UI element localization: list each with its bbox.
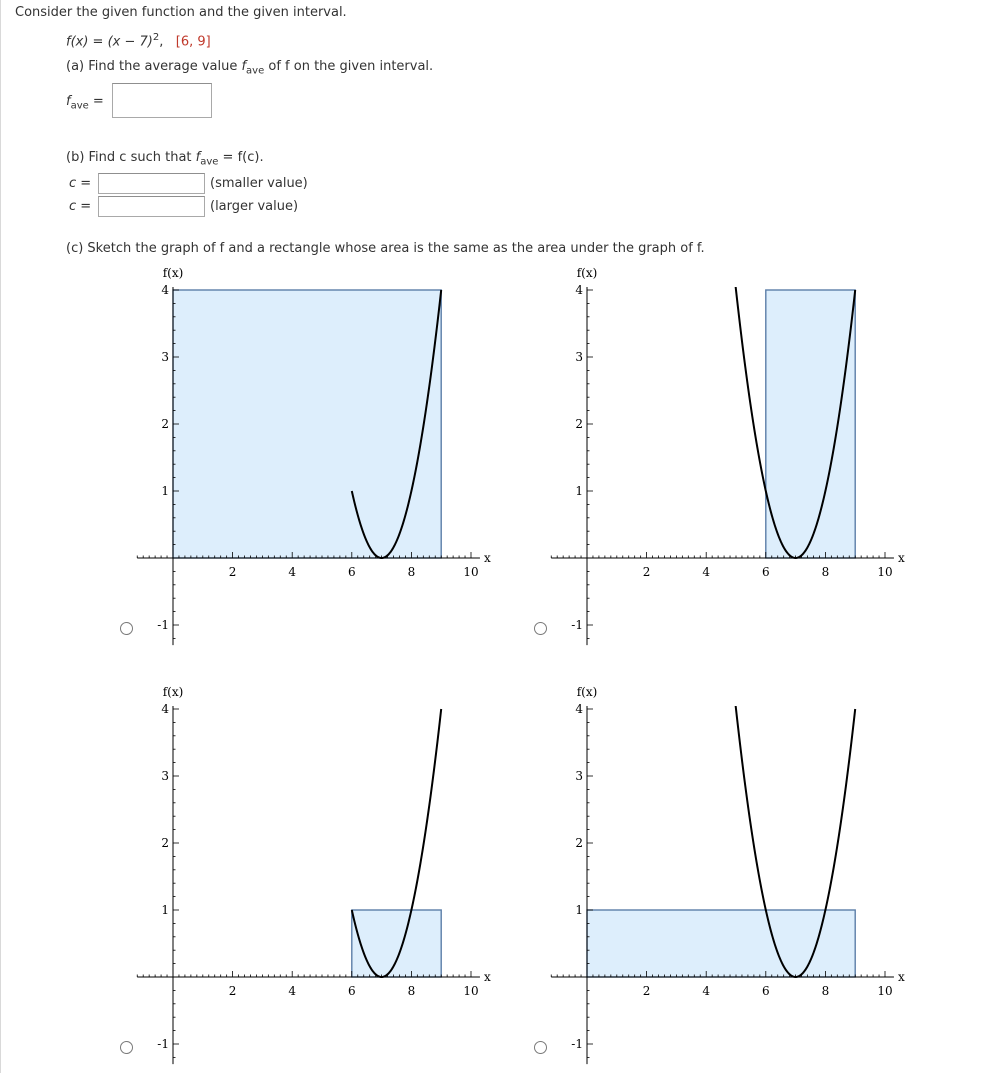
x-tick-label: 2 [642, 565, 651, 579]
y-tick-label: 2 [575, 417, 583, 431]
y-axis-label: f(x) [162, 685, 184, 699]
x-tick-label: 2 [228, 565, 237, 579]
x-tick-label: 10 [463, 984, 479, 998]
x-tick-label: 4 [288, 984, 297, 998]
x-tick-label: 10 [463, 565, 479, 579]
y-tick-label: -1 [571, 618, 583, 632]
x-tick-label: 4 [702, 565, 711, 579]
y-tick-label: -1 [157, 1037, 169, 1051]
x-tick-label: 4 [702, 984, 711, 998]
area-rectangle [352, 910, 441, 977]
y-tick-label: 4 [161, 283, 169, 297]
graph-bottom-left [125, 679, 505, 1064]
function-definition [66, 32, 211, 49]
x-axis-label: x [897, 970, 905, 984]
fave-label-sub: ave [70, 100, 89, 112]
part-b-sub: ave [200, 156, 219, 168]
part-a-f: f [241, 59, 247, 74]
area-rectangle [766, 290, 855, 558]
x-axis-label: x [483, 551, 491, 565]
y-tick-label: 3 [161, 350, 169, 364]
part-a-text-pre: (a) Find the average value [66, 59, 242, 74]
function-interval: [6, 9] [175, 34, 211, 50]
function-separator: , [159, 34, 164, 50]
x-axis-label: x [897, 551, 905, 565]
part-a-text-post: of f on the given interval. [264, 59, 434, 74]
y-axis-label: f(x) [576, 685, 598, 699]
x-tick-label: 6 [761, 984, 770, 998]
question-prompt: Consider the given function and the given interval. [15, 5, 347, 20]
part-b-text-post: = f(c). [218, 150, 264, 165]
c-smaller-label: c = [69, 176, 92, 191]
fave-label-eq: = [92, 94, 104, 109]
x-tick-label: 10 [877, 984, 893, 998]
y-tick-label: 3 [575, 350, 583, 364]
c-larger-label: c = [69, 199, 92, 214]
c-larger-hint: (larger value) [210, 199, 299, 214]
y-tick-label: 4 [575, 283, 583, 297]
graph-top-left [125, 260, 505, 645]
y-axis-label: f(x) [576, 266, 598, 280]
x-tick-label: 8 [821, 565, 830, 579]
x-axis-label: x [483, 970, 491, 984]
y-tick-label: 4 [161, 702, 169, 716]
y-axis-label: f(x) [162, 266, 184, 280]
x-tick-label: 8 [407, 565, 416, 579]
area-rectangle [173, 290, 441, 558]
y-tick-label: 1 [161, 484, 169, 498]
part-b-f: f [195, 150, 201, 165]
y-tick-label: 3 [161, 769, 169, 783]
part-c-question: (c) Sketch the graph of f and a rectangle whose area is the same as the area under the graph of f. [66, 241, 705, 256]
part-a-sub: ave [246, 65, 265, 77]
c-smaller-input[interactable] [98, 173, 205, 194]
c-smaller-hint: (smaller value) [210, 176, 308, 191]
x-tick-label: 6 [347, 984, 356, 998]
y-tick-label: 3 [575, 769, 583, 783]
x-tick-label: 8 [407, 984, 416, 998]
x-tick-label: 8 [821, 984, 830, 998]
y-tick-label: 1 [575, 484, 583, 498]
x-tick-label: 6 [761, 565, 770, 579]
area-rectangle [587, 910, 855, 977]
fave-label-f: f [66, 94, 71, 109]
y-tick-label: 2 [575, 836, 583, 850]
left-frame-border [0, 0, 1, 1073]
y-tick-label: -1 [157, 618, 169, 632]
fave-answer-input[interactable] [112, 83, 212, 118]
part-a-question [66, 59, 433, 77]
x-tick-label: 2 [228, 984, 237, 998]
y-tick-label: 2 [161, 836, 169, 850]
y-tick-label: 2 [161, 417, 169, 431]
graph-top-right [539, 260, 919, 645]
x-tick-label: 2 [642, 984, 651, 998]
graph-bottom-right [539, 679, 919, 1064]
x-tick-label: 6 [347, 565, 356, 579]
y-tick-label: 1 [161, 903, 169, 917]
part-b-text-pre: (b) Find c such that [66, 150, 196, 165]
part-b-question [66, 150, 264, 168]
y-tick-label: 1 [575, 903, 583, 917]
x-tick-label: 4 [288, 565, 297, 579]
y-tick-label: 4 [575, 702, 583, 716]
y-tick-label: -1 [571, 1037, 583, 1051]
function-lhs: f(x) = (x − 7) [66, 34, 153, 50]
fave-answer-label [66, 94, 104, 112]
c-larger-input[interactable] [98, 196, 205, 217]
function-exponent: 2 [152, 32, 160, 43]
x-tick-label: 10 [877, 565, 893, 579]
